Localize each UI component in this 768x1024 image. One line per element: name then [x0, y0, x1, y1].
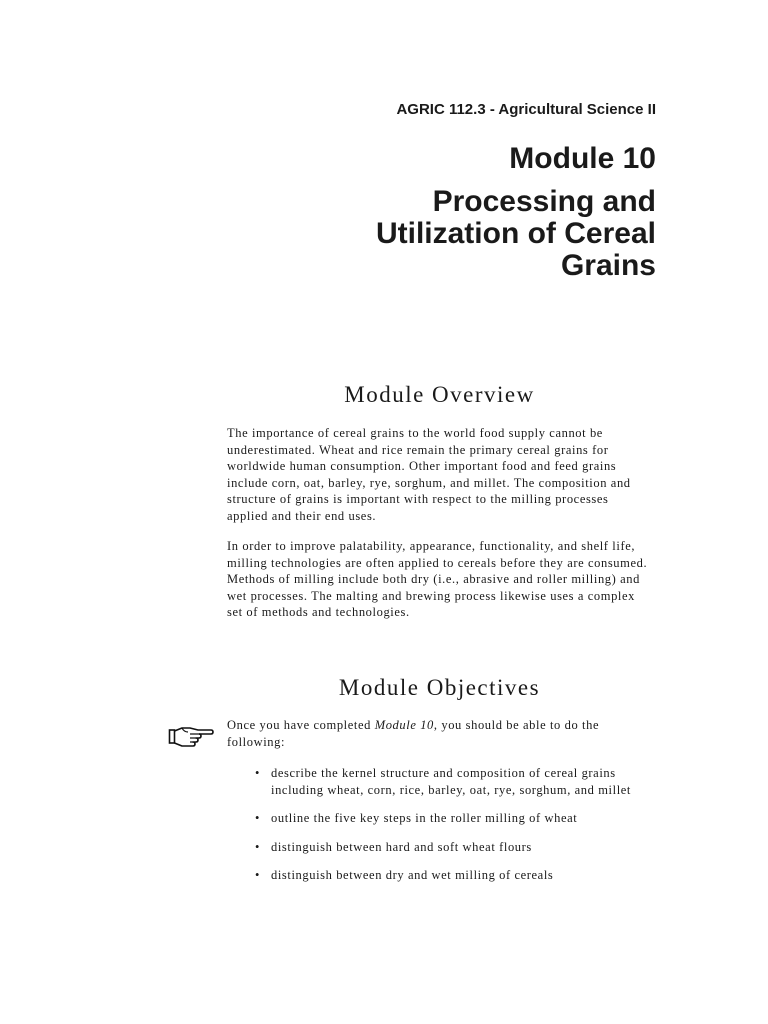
objective-text: distinguish between hard and soft wheat flours — [271, 839, 532, 854]
objective-item — [255, 867, 655, 884]
overview-heading: Module Overview — [344, 382, 535, 407]
bullet: • — [255, 839, 260, 854]
module-number: Module 10 — [509, 142, 656, 175]
overview-paragraph: In order to improve palatability, appearance, functionality, and shelf life, milling technologies are often applied to cereals before they are consumed. Methods of milling include both dry (i.e., abrasive and roller milling) and wet processes. The malting and brewing process likewise uses a complex set of methods and technologies. — [227, 539, 648, 619]
course-code: AGRIC 112.3 - Agricultural Science II — [396, 101, 656, 118]
objective-item — [255, 810, 655, 827]
objective-text: outline the five key steps in the roller milling of wheat — [271, 811, 578, 825]
pointing-hand-icon — [168, 722, 214, 748]
objectives-intro-start: Once you have completed — [227, 718, 375, 732]
objectives-intro-module: Module 10 — [374, 718, 434, 732]
objective-text: distinguish between dry and wet milling of cereals — [271, 868, 554, 882]
objectives-list — [255, 765, 655, 896]
objectives-intro — [227, 717, 652, 750]
bullet: • — [255, 766, 260, 780]
overview-paragraph: The importance of cereal grains to the world food supply cannot be underestimated. Wheat and rice remain the primary cereal grains for worldwide human consumption. Other important food and feed grains include corn, oat, barley, rye, sorghum, and millet. The composition and structure of grains is important with respect to the milling processes applied and their end uses. — [227, 426, 631, 523]
objectives-heading: Module Objectives — [338, 675, 541, 700]
objective-item — [255, 839, 655, 856]
objective-item — [255, 765, 655, 798]
module-title: Processing and Utilization of Cereal Grains — [375, 185, 656, 282]
bullet: • — [255, 811, 260, 825]
bullet: • — [255, 868, 260, 882]
objectives-intro-end: , you should be able to do the following: — [227, 718, 600, 749]
objective-text: describe the kernel structure and composition of cereal grains including wheat, corn, rice, barley, oat, rye, sorghum, and millet — [271, 766, 631, 797]
